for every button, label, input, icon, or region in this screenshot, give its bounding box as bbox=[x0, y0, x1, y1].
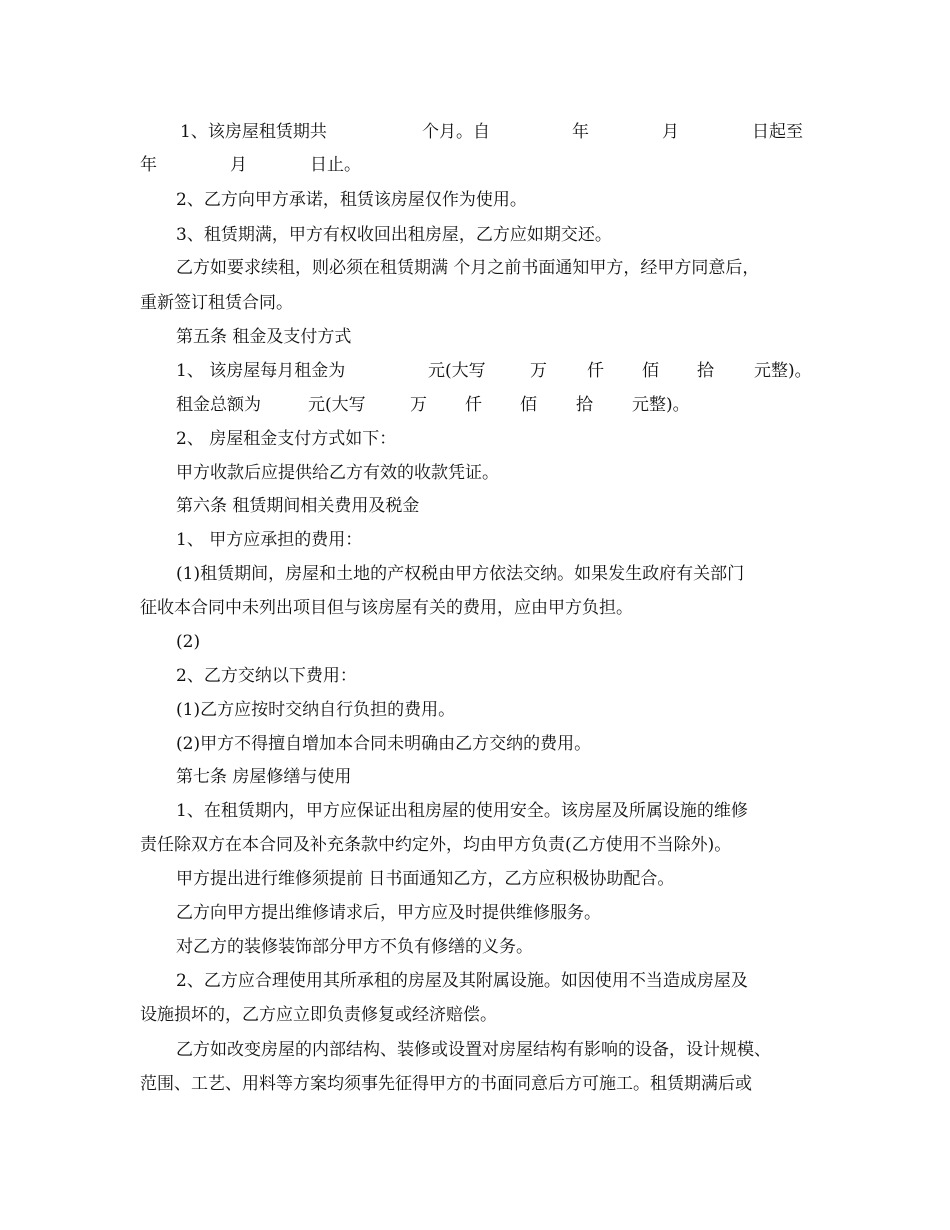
lease-term-label: 1、该房屋租赁期共 bbox=[180, 122, 327, 142]
clause-text: 乙方如改变房屋的内部结构、装修或设置对房屋结构有影响的设备，设计规模、 bbox=[176, 1040, 771, 1060]
clause-text: 乙方向甲方提出维修请求后，甲方应及时提供维修服务。 bbox=[176, 903, 601, 923]
total-qian: 仟 bbox=[465, 395, 482, 415]
rent-qian: 仟 bbox=[587, 361, 604, 381]
clause-text: 重新签订租赁合同。 bbox=[140, 293, 293, 313]
clause-text: 范围、工艺、用料等方案均须事先征得甲方的书面同意后方可施工。租赁期满后或 bbox=[140, 1074, 752, 1094]
total-rent-label: 租金总额为 bbox=[176, 395, 261, 415]
clause-text: 甲方提出进行维修须提前 日书面通知乙方，乙方应积极协助配合。 bbox=[176, 869, 675, 889]
total-yuan: 元整)。 bbox=[632, 395, 690, 415]
clause-text: 征收本合同中未列出项目但与该房屋有关的费用，应由甲方负担。 bbox=[140, 598, 633, 618]
lease-start-month: 月 bbox=[662, 122, 679, 142]
total-capital-label: 元(大写 bbox=[308, 395, 366, 415]
clause-text: (2) bbox=[176, 632, 201, 652]
total-wan: 万 bbox=[410, 395, 427, 415]
monthly-rent-label: 1、 该房屋每月租金为 bbox=[176, 361, 346, 381]
clause-text: 设施损坏的，乙方应立即负责修复或经济赔偿。 bbox=[140, 1005, 497, 1025]
clause-text: 2、 房屋租金支付方式如下： bbox=[176, 429, 397, 449]
clause-text: 甲方收款后应提供给乙方有效的收款凭证。 bbox=[176, 463, 499, 483]
rent-bai: 佰 bbox=[642, 361, 659, 381]
clause-text: 1、在租赁期内，甲方应保证出租房屋的使用安全。该房屋及所属设施的维修 bbox=[176, 801, 748, 821]
article-heading: 第五条 租金及支付方式 bbox=[176, 327, 352, 347]
article-heading: 第七条 房屋修缮与使用 bbox=[176, 767, 352, 787]
rent-wan: 万 bbox=[530, 361, 547, 381]
clause-text: 3、租赁期满，甲方有权收回出租房屋，乙方应如期交还。 bbox=[176, 225, 612, 245]
lease-end-month: 月 bbox=[230, 155, 247, 175]
clause-text: (1)乙方应按时交纳自行负担的费用。 bbox=[176, 700, 456, 720]
clause-text: 对乙方的装修装饰部分甲方不负有修缮的义务。 bbox=[176, 937, 533, 957]
lease-term-months: 个月。自 bbox=[422, 122, 490, 142]
monthly-rent-line bbox=[0, 361, 950, 381]
lease-end-day: 日止。 bbox=[310, 155, 361, 175]
lease-end-year: 年 bbox=[140, 155, 157, 175]
clause-text: 2、乙方交纳以下费用： bbox=[176, 666, 357, 686]
lease-start-day: 日起至 bbox=[752, 122, 803, 142]
rent-shi: 拾 bbox=[697, 361, 714, 381]
clause-text: (1)租赁期间，房屋和土地的产权税由甲方依法交纳。如果发生政府有关部门 bbox=[176, 564, 745, 584]
clause-text: 2、乙方应合理使用其所承租的房屋及其附属设施。如因使用不当造成房屋及 bbox=[176, 971, 748, 991]
clause-text: (2)甲方不得擅自增加本合同未明确由乙方交纳的费用。 bbox=[176, 734, 592, 754]
total-rent-line bbox=[0, 395, 950, 415]
lease-term-line bbox=[0, 122, 950, 142]
rent-capital-label: 元(大写 bbox=[428, 361, 486, 381]
total-bai: 佰 bbox=[520, 395, 537, 415]
clause-text: 2、乙方向甲方承诺，租赁该房屋仅作为使用。 bbox=[176, 190, 527, 210]
clause-text: 1、 甲方应承担的费用： bbox=[176, 530, 363, 550]
lease-end-line bbox=[0, 155, 950, 175]
total-shi: 拾 bbox=[576, 395, 593, 415]
rent-yuan: 元整)。 bbox=[754, 361, 812, 381]
clause-text: 乙方如要求续租，则必须在租赁期满 个月之前书面通知甲方，经甲方同意后， bbox=[176, 258, 760, 278]
lease-start-year: 年 bbox=[572, 122, 589, 142]
article-heading: 第六条 租赁期间相关费用及税金 bbox=[176, 496, 420, 516]
clause-text: 责任除双方在本合同及补充条款中约定外，均由甲方负责(乙方使用不当除外)。 bbox=[140, 835, 732, 855]
